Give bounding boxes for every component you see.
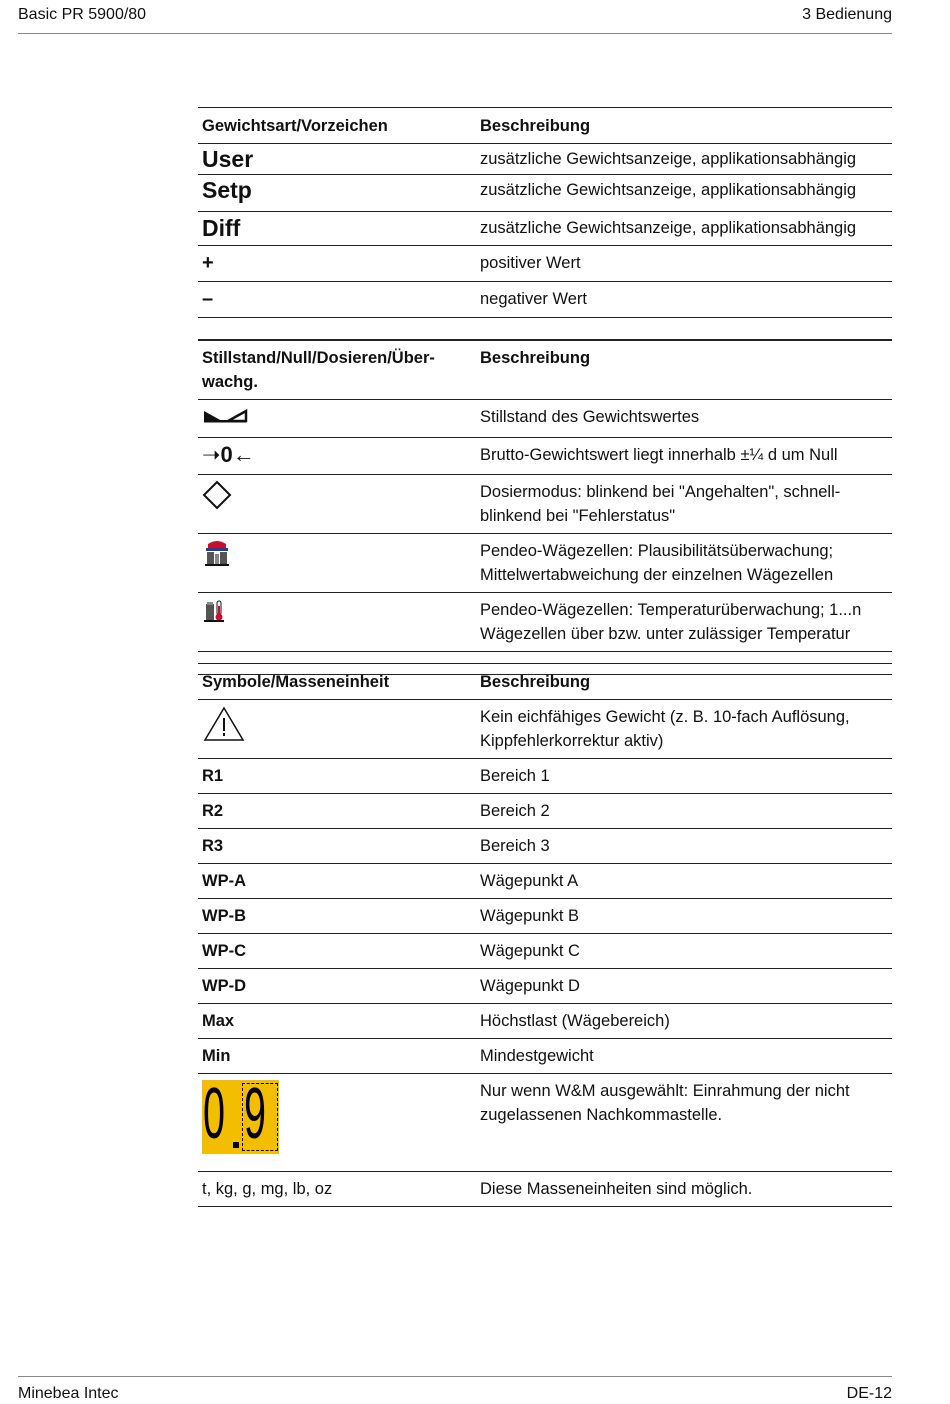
table-row bbox=[198, 400, 892, 438]
symbol-cell: R3 bbox=[198, 829, 476, 864]
description-cell: Wägepunkt B bbox=[476, 899, 892, 934]
table-header bbox=[198, 108, 892, 144]
table-row bbox=[198, 144, 892, 175]
symbol-cell: User bbox=[198, 144, 476, 175]
weight-type-table bbox=[198, 107, 892, 341]
description-cell: Pendeo-Wägezellen: Temperaturüberwachung; 1...n Wägezellen über bzw. unter zulässiger Temperatur bbox=[476, 593, 892, 652]
description-cell: Brutto-Gewichtswert liegt innerhalb ±¼ d um Null bbox=[476, 438, 892, 475]
description-cell: Bereich 2 bbox=[476, 794, 892, 829]
symbol-cell: WP-B bbox=[198, 899, 476, 934]
symbols-table bbox=[198, 663, 892, 1207]
column-header: Beschreibung bbox=[476, 108, 892, 144]
table-row bbox=[198, 829, 892, 864]
table-row bbox=[198, 282, 892, 318]
description-cell: Wägepunkt D bbox=[476, 969, 892, 1004]
table-row bbox=[198, 438, 892, 475]
load-cell-temperature-icon bbox=[202, 598, 226, 624]
description-cell: Höchstlast (Wägebereich) bbox=[476, 1004, 892, 1039]
description-cell: Nur wenn W&M ausgewählt: Einrahmung der nicht zugelassenen Nachkommastelle. bbox=[476, 1074, 892, 1172]
table-row bbox=[198, 759, 892, 794]
description-cell: positiver Wert bbox=[476, 246, 892, 282]
minus-sign: – bbox=[202, 288, 214, 310]
page-number: DE-12 bbox=[846, 1385, 892, 1402]
symbol-cell: WP-A bbox=[198, 864, 476, 899]
column-header: Stillstand/Null/Dosieren/Über-wachg. bbox=[198, 340, 476, 400]
header-title: Basic PR 5900/80 bbox=[18, 6, 147, 23]
table-row bbox=[198, 969, 892, 1004]
load-cells-plausibility-icon bbox=[202, 539, 232, 567]
description-cell: Bereich 1 bbox=[476, 759, 892, 794]
description-cell: Wägepunkt C bbox=[476, 934, 892, 969]
footer-company: Minebea Intec bbox=[18, 1385, 119, 1402]
description-cell: Pendeo-Wägezellen: Plausibilitätsüberwachung; Mittelwertabweichung der einzelnen Wägezellen bbox=[476, 534, 892, 593]
table-row bbox=[198, 1039, 892, 1074]
description-cell: zusätzliche Gewichtsanzeige, applikationsabhängig bbox=[476, 212, 892, 246]
column-header: Beschreibung bbox=[476, 664, 892, 700]
page-footer bbox=[18, 1376, 892, 1403]
symbol-cell: Min bbox=[198, 1039, 476, 1074]
status-table bbox=[198, 339, 892, 675]
table-row bbox=[198, 700, 892, 759]
symbol-cell: WP-C bbox=[198, 934, 476, 969]
zero-icon: ➝ 0 ← bbox=[202, 442, 255, 467]
table-row bbox=[198, 794, 892, 829]
table-header bbox=[198, 664, 892, 700]
plus-sign: + bbox=[202, 252, 214, 274]
symbol-cell: Max bbox=[198, 1004, 476, 1039]
table-header bbox=[198, 340, 892, 400]
description-cell: Kein eichfähiges Gewicht (z. B. 10-fach Auflösung, Kippfehlerkorrektur aktiv) bbox=[476, 700, 892, 759]
table-row bbox=[198, 934, 892, 969]
table-row bbox=[198, 1074, 892, 1172]
symbol-cell: Setp bbox=[198, 175, 476, 212]
table-row bbox=[198, 175, 892, 212]
symbol-cell: WP-D bbox=[198, 969, 476, 1004]
table-row bbox=[198, 593, 892, 652]
standstill-icon bbox=[202, 405, 248, 425]
column-header: Gewichtsart/Vorzeichen bbox=[198, 108, 476, 144]
description-cell: Mindestgewicht bbox=[476, 1039, 892, 1074]
table-row bbox=[198, 1004, 892, 1039]
decimal-frame-icon: 0 9 bbox=[202, 1080, 279, 1154]
table-row bbox=[198, 899, 892, 934]
warning-triangle-icon bbox=[202, 705, 246, 743]
description-cell: zusätzliche Gewichtsanzeige, applikationsabhängig bbox=[476, 175, 892, 212]
table-row bbox=[198, 1172, 892, 1207]
dosing-diamond-icon bbox=[202, 480, 232, 510]
description-cell: Dosiermodus: blinkend bei "Angehalten", schnell-blinkend bei "Fehlerstatus" bbox=[476, 475, 892, 534]
symbol-cell: R2 bbox=[198, 794, 476, 829]
description-cell: Wägepunkt A bbox=[476, 864, 892, 899]
table-row bbox=[198, 246, 892, 282]
symbol-cell: Diff bbox=[198, 212, 476, 246]
description-cell: Diese Masseneinheiten sind möglich. bbox=[476, 1172, 892, 1207]
description-cell: negativer Wert bbox=[476, 282, 892, 318]
table-row bbox=[198, 534, 892, 593]
description-cell: Bereich 3 bbox=[476, 829, 892, 864]
description-cell: Stillstand des Gewichtswertes bbox=[476, 400, 892, 438]
description-cell: zusätzliche Gewichtsanzeige, applikationsabhängig bbox=[476, 144, 892, 175]
header-chapter: 3 Bedienung bbox=[802, 6, 892, 23]
table-row bbox=[198, 475, 892, 534]
column-header: Beschreibung bbox=[476, 340, 892, 400]
page-header bbox=[18, 6, 892, 34]
table-row bbox=[198, 864, 892, 899]
table-row bbox=[198, 212, 892, 246]
symbol-cell: t, kg, g, mg, lb, oz bbox=[198, 1172, 476, 1207]
symbol-cell: R1 bbox=[198, 759, 476, 794]
column-header: Symbole/Masseneinheit bbox=[198, 664, 476, 700]
